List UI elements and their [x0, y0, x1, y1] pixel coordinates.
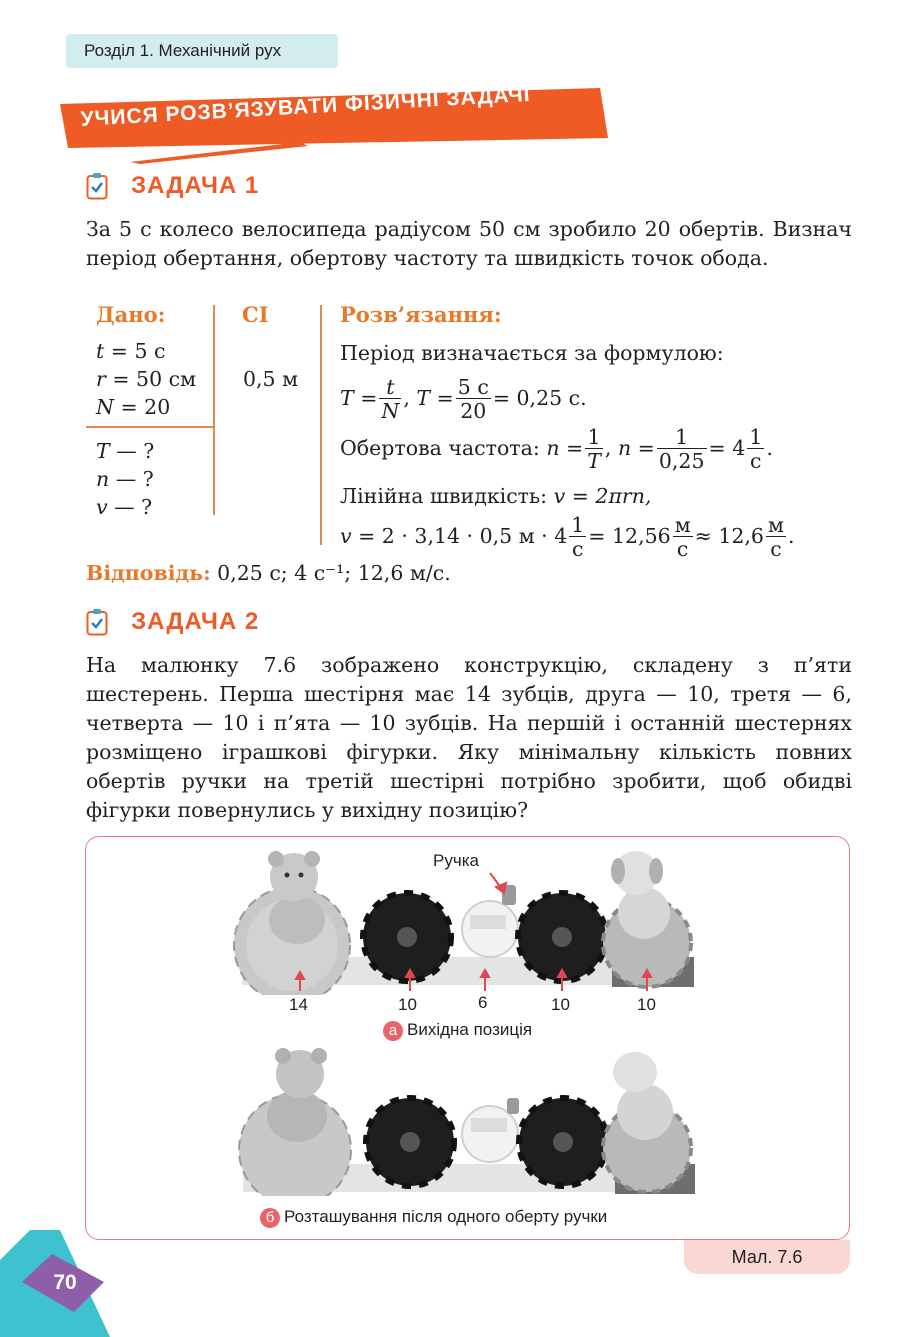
unknown-item: T — ? [96, 439, 155, 463]
unknown-item: n — ? [96, 467, 154, 491]
task2-text: На малюнку 7.6 зображено конструкцію, складену з п’яти шестерень. Перша шестірня має 14 зубців, друга — 10, третя — 6, четверта — 10 і п’ята — 10 зубців. На першій і останній шестернях розміщено іграшкові фігурки. Яку мінімальну кількість повних обертів ручки на третій шестірні потрібно зробити, щоб обидві фігурки повернулись у вихідну позицію? [86, 653, 852, 822]
solution-heading: Розв’язання: [340, 302, 502, 327]
teeth-label-5: 10 [637, 995, 656, 1014]
si-heading: СІ [242, 302, 269, 327]
gears-photo-after-turn [235, 1046, 695, 1196]
task1-answer: Відповідь: 0,25 с; 4 с⁻¹; 12,6 м/с. [86, 561, 451, 585]
caption-a: а Вихідна позиція [383, 1020, 532, 1041]
solution-divider [320, 305, 322, 545]
task2-heading [86, 608, 259, 636]
teeth-label-1: 14 [289, 995, 308, 1014]
solution-period-formula: T = $\frac{t}{N}$ , T = $\frac{5 с}{20}$ = 0,25 с. [340, 375, 587, 423]
unknowns-divider [86, 426, 213, 428]
unknowns-list [96, 437, 154, 521]
si-value: 0,5 м [243, 367, 299, 391]
caption-b-badge: б [260, 1208, 280, 1228]
solution-speed-calc: v = 2 · 3,14 · 0,5 м · 4 $\frac{1}{с}$ = 12,56 $\frac{м}{с}$ ≈ 12,6 $\frac{м}{с}$ . [340, 513, 795, 561]
section-label: Розділ 1. Механічний рух [66, 34, 338, 68]
task2-title: ЗАДАЧА 2 [131, 608, 260, 635]
figure-label: Мал. 7.6 [684, 1240, 850, 1274]
unknown-item: v — ? [96, 495, 153, 519]
given-item: r = 50 см [96, 367, 197, 391]
teeth-label-2: 10 [398, 995, 417, 1014]
section-banner [60, 82, 620, 166]
given-divider [213, 305, 215, 515]
task1-title: ЗАДАЧА 1 [131, 172, 260, 199]
given-heading: Дано: [96, 302, 166, 327]
given-list [96, 337, 196, 421]
banner-title: УЧИСЯ РОЗВ’ЯЗУВАТИ ФІЗИЧНІ ЗАДАЧІ [80, 82, 532, 131]
clipboard-check-icon [86, 172, 108, 200]
solution-line-1: Період визначається за формулою: [340, 341, 724, 365]
given-item: t = 5 с [96, 339, 166, 363]
task1-text: За 5 с колесо велосипеда радіусом 50 см зробило 20 обертів. Визнач період обертання, обертову частоту та швидкість точок обода. [86, 217, 852, 270]
task1-heading [86, 172, 259, 200]
page-number: 70 [53, 1271, 77, 1294]
handle-label: Ручка [433, 851, 479, 870]
solution-speed-label: Лінійна швидкість: v = 2πrn, [340, 484, 652, 508]
given-item: N = 20 [96, 395, 171, 419]
teeth-label-4: 10 [551, 995, 570, 1014]
caption-a-badge: а [383, 1021, 403, 1041]
solution-frequency: Обертова частота: n = $\frac{1}{T}$ , n = $\frac{1}{0,25}$ = 4 $\frac{1}{с}$ . [340, 425, 773, 473]
caption-b: б Розташування після одного оберту ручки [260, 1207, 607, 1228]
clipboard-check-icon [86, 608, 108, 636]
teeth-label-3: 6 [478, 993, 488, 1012]
